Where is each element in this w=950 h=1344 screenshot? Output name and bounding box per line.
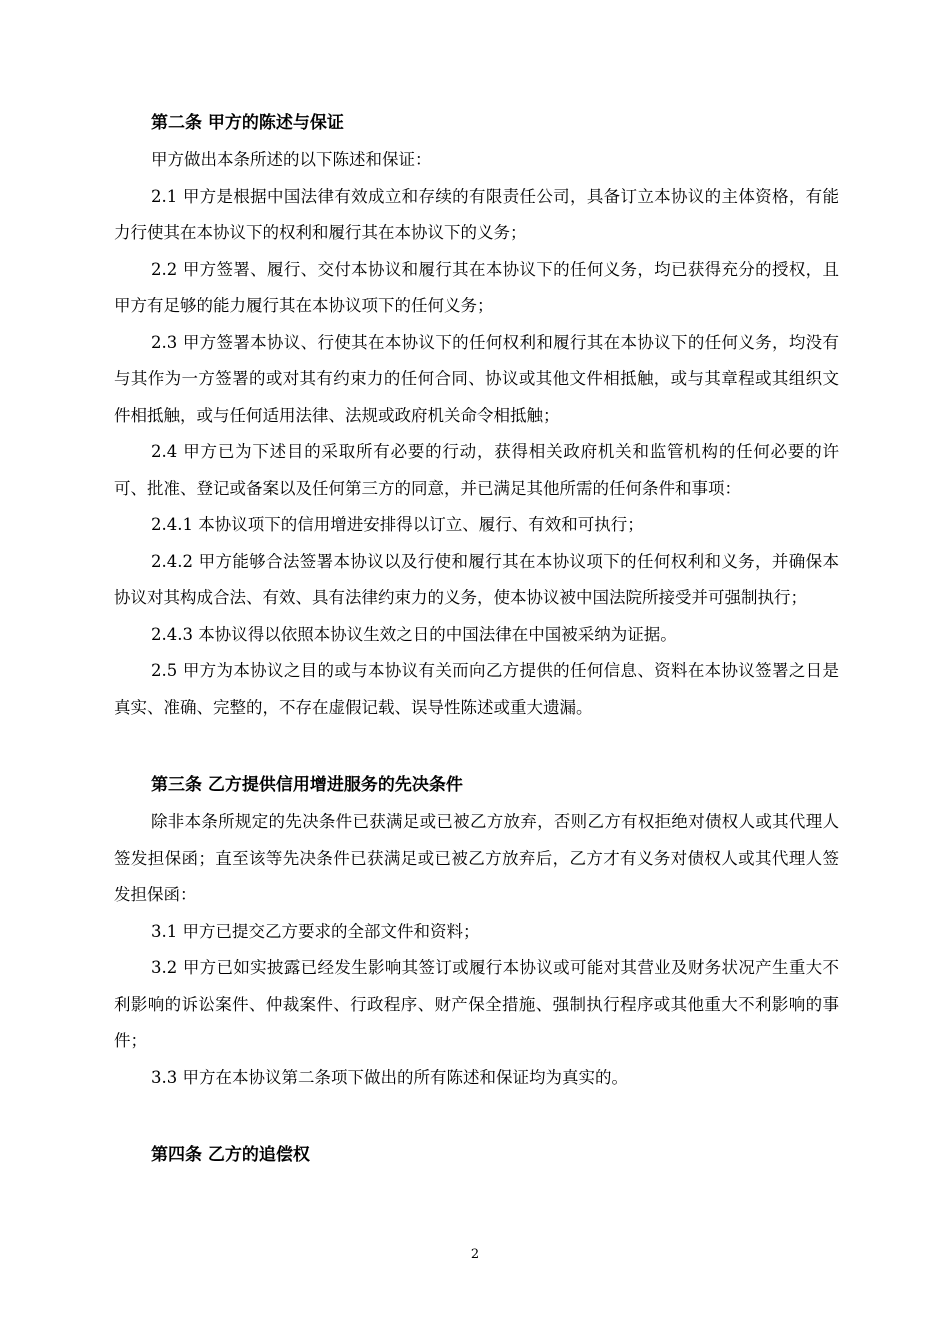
section-spacer [114,1096,839,1136]
section-spacer [114,726,839,766]
paragraph: 2.2 甲方签署、履行、交付本协议和履行其在本协议下的任何义务，均已获得充分的授权，且甲方有足够的能力履行其在本协议项下的任何义务； [114,259,839,315]
section-heading: 第四条 乙方的追偿权 [151,1145,310,1165]
paragraph: 3.2 甲方已如实披露已经发生影响其签订或履行本协议或可能对其营业及财务状况产生重大不利影响的诉讼案件、仲裁案件、行政程序、财产保全措施、强制执行程序或其他重大不利影响的事件； [114,958,839,1050]
paragraph: 3.3 甲方在本协议第二条项下做出的所有陈述和保证均为真实的。 [151,1067,628,1087]
paragraph: 2.5 甲方为本协议之目的或与本协议有关而向乙方提供的任何信息、资料在本协议签署之日是真实、准确、完整的，不存在虚假记载、误导性陈述或重大遗漏。 [114,661,839,717]
section-heading: 第二条 甲方的陈述与保证 [151,113,344,133]
section-article-4 [114,1136,839,1174]
paragraph: 2.1 甲方是根据中国法律有效成立和存续的有限责任公司，具备订立本协议的主体资格，有能力行使其在本协议下的权利和履行其在本协议下的义务； [114,186,839,242]
paragraph: 3.1 甲方已提交乙方要求的全部文件和资料； [151,921,480,941]
page-number: 2 [470,1247,480,1262]
paragraph: 除非本条所规定的先决条件已获满足或已被乙方放弃，否则乙方有权拒绝对债权人或其代理人签发担保函；直至该等先决条件已获满足或已被乙方放弃后，乙方才有义务对债权人或其代理人签发担保函： [114,812,839,904]
section-article-2 [114,104,839,726]
paragraph: 2.4 甲方已为下述目的采取所有必要的行动，获得相关政府机关和监管机构的任何必要的许可、批准、登记或备案以及任何第三方的同意，并已满足其他所需的任何条件和事项： [114,442,839,498]
section-article-3 [114,766,839,1096]
section-heading: 第三条 乙方提供信用增进服务的先决条件 [151,775,463,795]
paragraph: 2.3 甲方签署本协议、行使其在本协议下的任何权利和履行其在本协议下的任何义务，均没有与其作为一方签署的或对其有约束力的任何合同、协议或其他文件相抵触，或与其章程或其组织文件相抵触，或与任何适用法律、法规或政府机关命令相抵触； [114,332,839,425]
paragraph: 2.4.1 本协议项下的信用增进安排得以订立、履行、有效和可执行； [151,515,644,534]
paragraph: 2.4.3 本协议得以依照本协议生效之日的中国法律在中国被采纳为证据。 [151,624,677,644]
paragraph: 甲方做出本条所述的以下陈述和保证： [151,150,432,169]
paragraph: 2.4.2 甲方能够合法签署本协议以及行使和履行其在本协议项下的任何权利和义务，并确保本协议对其构成合法、有效、具有法律约束力的义务，使本协议被中国法院所接受并可强制执行； [114,551,839,607]
document-page [114,104,839,1174]
